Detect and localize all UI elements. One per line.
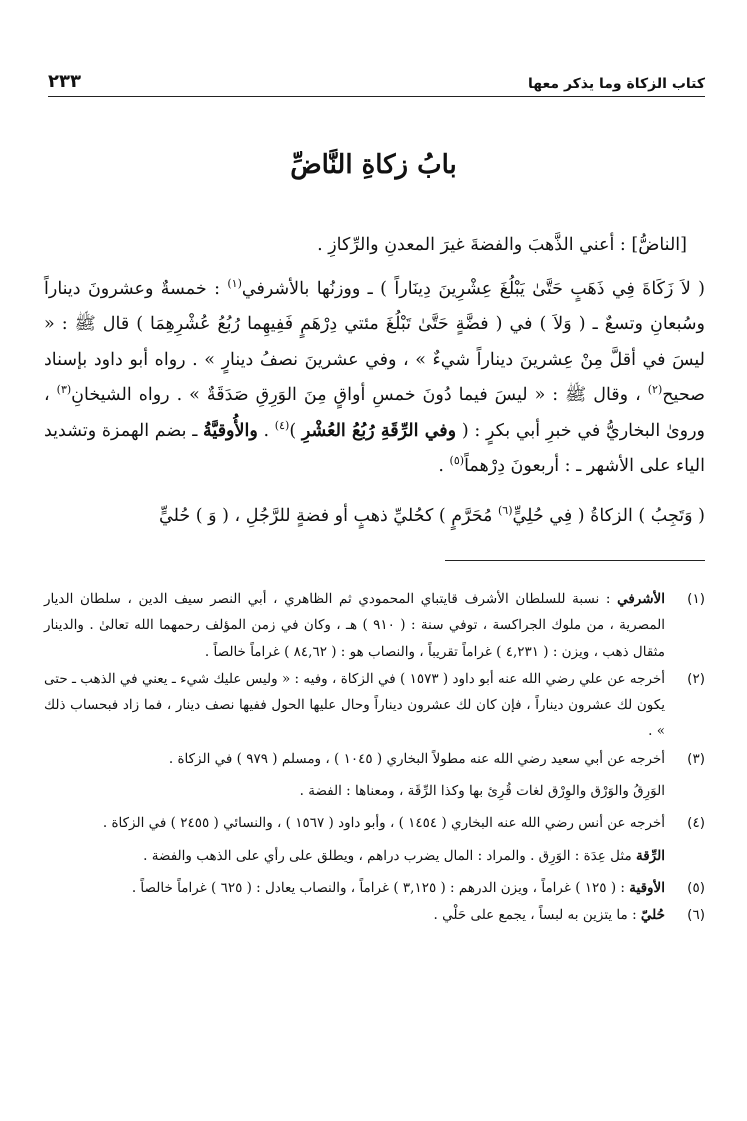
text-run: ، وقال ﷺ : « ليسَ فيما دُونَ خمسِ أواقٍ مِنَ الوَرِقِ صَدَقَةٌ » . رواه الشيخانِ [71, 385, 648, 405]
footnote-text [44, 586, 665, 665]
footnote-term: حُليّ [640, 907, 665, 924]
text-run: . [438, 456, 450, 476]
footnote-ref[interactable]: (٦) [497, 503, 513, 517]
footnote-term: الأشرفي [617, 591, 665, 607]
footnote-number: (٤) [687, 815, 705, 832]
footnote-note-text: مثل عِدَة : الوَرِق . والمراد : المال يضرب دراهم ، ويطلق على رأي على الذهب والفضة . [143, 847, 636, 864]
footnote-divider [445, 560, 705, 561]
footnotes [44, 586, 705, 930]
text-run: : خمسةٌ وعشرونَ ديناراً وسُبعانِ وتسعٌ ـ ( وَلاَ ) في ( فضَّةٍ حَتَّىٰ تَبْلُغَ مئتي دِرْهَمٍ فَفِيهِما رُبُعُ عُشْرِهِمَا ) قال ﷺ : « ليسَ في أقلَّ مِنْ عِشرينَ ديناراً شيءٌ » ، وفي عشرينَ نصفُ دينارٍ » . رواه أبو داود بإسناد صحيح [44, 278, 705, 405]
footnote-number: (١) [687, 591, 705, 607]
chapter-title: بابُ زكاةِ النَّاضِّ [290, 150, 457, 180]
footnote-term: الأوقية [629, 879, 665, 896]
paragraph-gold-silver [44, 272, 705, 485]
footnote-ref[interactable]: (٤) [274, 418, 290, 432]
footnote-item [44, 875, 705, 901]
text-run: . [257, 420, 275, 441]
intro-paragraph: [الناضُّ] : أعني الذَّهبَ والفضةَ غيرَ المعدنِ والرِّكازِ . [317, 235, 687, 255]
footnote-number: (٦) [687, 907, 705, 924]
running-title: كتاب الزكاة وما يذكر معها [528, 76, 705, 92]
footnote-text [44, 902, 665, 928]
page-number: ٢٣٣ [48, 71, 81, 92]
footnote-item [44, 666, 705, 745]
footnote-item [44, 902, 705, 928]
footnote-number: (٣) [687, 750, 705, 767]
text-run: ( وَتَجِبُ ) الزكاةُ ( فِي حُلِيٍّ [512, 505, 705, 526]
text-run: مُحَرَّمٍ ) كحُليِّ ذهبٍ أو فضةٍ للرَّجُلِ ، ( وَ ) حُليٍّ [158, 505, 498, 526]
footnote-term: الرِّقة [635, 847, 665, 864]
main-text [44, 228, 705, 534]
footnote-number: (٢) [687, 670, 705, 687]
footnote-note [44, 843, 705, 869]
footnote-body: أخرجه عن أبي سعيد رضي الله عنه مطولاً البخاري ( ١٠٤٥ ) ، ومسلم ( ٩٧٩ ) في الزكاة . [168, 750, 665, 767]
footnote-item [44, 810, 705, 836]
footnote-note: الوَرِقُ والوَرْق والوِرْق لغات قُرِئ بها وكذا الرِّقَة ، ومعناها : الفضة . [299, 783, 665, 800]
text-run: ـ بضم الهمزة وتشديد الياء على الأشهر ـ : أربعونَ دِرْهماً [44, 420, 705, 476]
text-run: ) [289, 420, 302, 441]
footnote-body: : ( ١٢٥ ) غراماً ، ويزن الدرهم : ( ٣,١٢٥ ) غراماً ، والنصاب يعادل : ( ٦٢٥ ) غراماً خالصاً . [131, 879, 630, 896]
footnote-ref[interactable]: (٥) [449, 454, 465, 468]
page-header [48, 58, 705, 97]
bold-text: وفي الرِّقَةِ رُبُعُ العُشْرِ [301, 420, 457, 441]
footnote-number: (٥) [687, 879, 705, 896]
footnote-item [44, 746, 705, 772]
footnote-ref[interactable]: (٢) [647, 383, 663, 397]
footnote-ref[interactable]: (١) [227, 276, 242, 290]
footnote-item [44, 586, 705, 665]
footnote-body: أخرجه عن علي رضي الله عنه أبو داود ( ١٥٧٣ ) في الزكاة ، وفيه : « وليس عليك شيء ـ يعني في الذهب ـ حتى يكون لك عشرون ديناراً ، فإن كان لك عشرون ديناراً وحال عليها الحول ففيها نصف دينار ، فما زاد فبحساب ذلك » . [44, 670, 665, 740]
text-run: ( لاَ زَكَاةَ فِي ذَهَبٍ حَتَّىٰ يَبْلُغَ عِشْرِينَ دِينَاراً ) ـ ووزنُها بالأشرفي [241, 278, 705, 299]
footnote-body: : نسبة للسلطان الأشرف قايتباي المحمودي ثم الظاهري ، أبي النصر سيف الدين ، سلطان الديار المصرية ، من ملوك الجراكسة ، توفي سنة : ( ٩١٠ ) هـ ، وكان في زمن المؤلف رحمهما الله تعالىٰ . والدينار مثقال ذهب ، ويزن : ( ٤,٢٣١ ) غراماً تقريباً ، والنصاب هو : ( ٨٤,٦٢ ) غراماً خالصاً . [44, 591, 666, 660]
footnote-body: : ما يتزين به لبساً ، يجمع على حَلْي . [433, 907, 641, 924]
text-run: ، وروىٰ البخاريُّ في خبرِ أبي بكرٍ : ( [44, 385, 705, 441]
bold-text: والأُوقيَّةُ [203, 420, 258, 441]
footnote-text [44, 875, 665, 901]
paragraph-jewelry [44, 499, 705, 535]
footnote-ref[interactable]: (٣) [56, 383, 72, 397]
footnote-body: أخرجه عن أنس رضي الله عنه البخاري ( ١٤٥٤ ) ، وأبو داود ( ١٥٦٧ ) ، والنسائي ( ٢٤٥٥ ) في الزكاة . [102, 815, 665, 832]
